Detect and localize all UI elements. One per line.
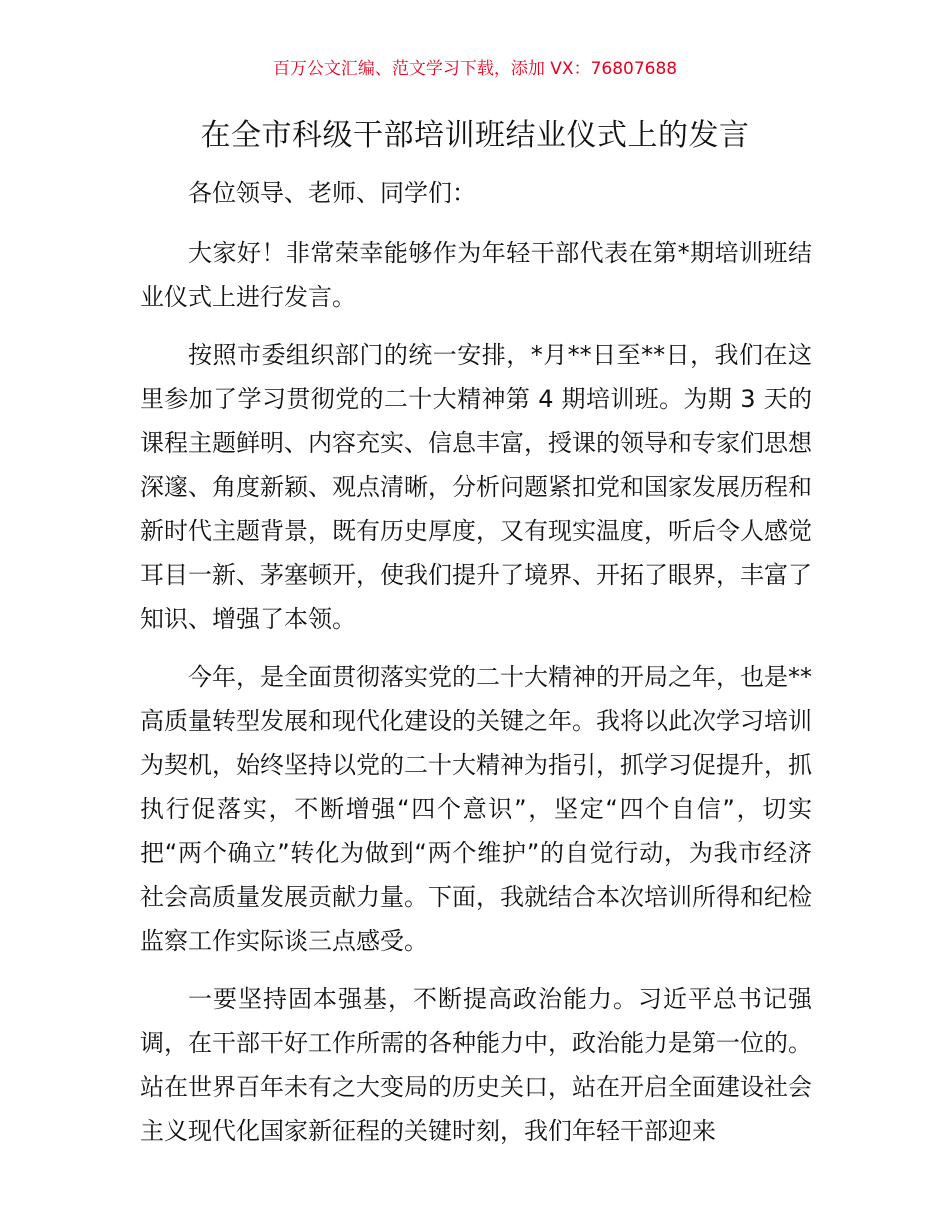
paragraph-goals: 今年，是全面贯彻落实党的二十大精神的开局之年，也是**高质量转型发展和现代化建设的关键之年。我将以此次学习培训为契机，始终坚持以党的二十大精神为指引，抓学习促提升，抓执行促落实，不断增强“四个意识”，坚定“四个自信”，切实把“两个确立”转化为做到“两个维护”的自觉行动，为我市经济社会高质量发展贡献力量。下面，我就结合本次培训所得和纪检监察工作实际谈三点感受。 xyxy=(140,663,812,955)
watermark-banner: 百万公文汇编、范文学习下载，添加 VX：76807688 xyxy=(272,59,678,79)
salutation: 各位领导、老师、同学们： xyxy=(188,179,476,207)
paragraph-training-review: 按照市委组织部门的统一安排，*月**日至**日，我们在这里参加了学习贯彻党的二十大精神第 4 期培训班。为期 3 天的课程主题鲜明、内容充实、信息丰富，授课的领导和专家们思想深邃、角度新颖、观点清晰，分析问题紧扣党和国家发展历程和新时代主题背景，既有历史厚度，又有现实温度，听后令人感觉耳目一新、茅塞顿开，使我们提升了境界、开拓了眼界，丰富了知识、增强了本领。 xyxy=(140,341,812,633)
paragraph-greeting: 大家好！非常荣幸能够作为年轻干部代表在第*期培训班结业仪式上进行发言。 xyxy=(140,239,812,311)
paragraph-point-one: 一要坚持固本强基，不断提高政治能力。习近平总书记强调，在干部干好工作所需的各种能力中，政治能力是第一位的。站在世界百年未有之大变局的历史关口，站在开启全面建设社会主义现代化国家新征程的关键时刻，我们年轻干部迎来 xyxy=(140,985,812,1145)
document-body xyxy=(140,171,812,1167)
document-title: 在全市科级干部培训班结业仪式上的发言 xyxy=(200,118,750,153)
